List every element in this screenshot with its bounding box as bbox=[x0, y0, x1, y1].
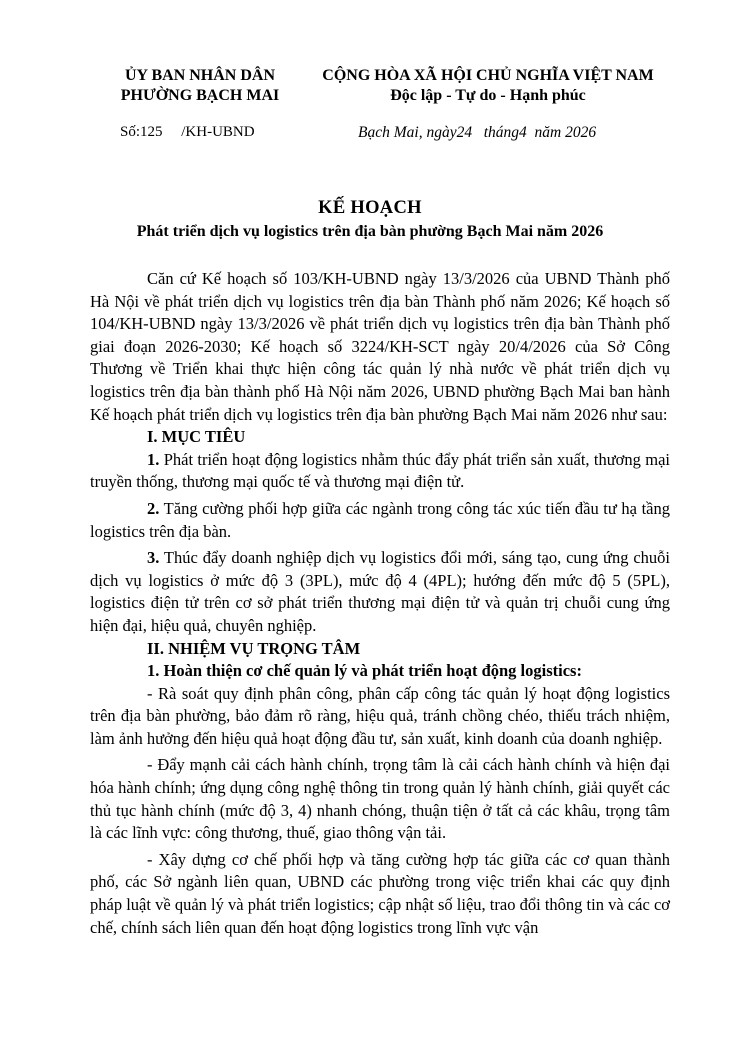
nation-name: CỘNG HÒA XÃ HỘI CHỦ NGHĨA VIỆT NAM bbox=[322, 67, 654, 84]
place-date: Bạch Mai, ngày24 tháng4 năm 2026 bbox=[358, 124, 597, 141]
task-bullet: - Rà soát quy định phân công, phân cấp công tác quản lý hoạt động logistics trên địa bàn phường, bảo đảm rõ ràng, hiệu quả, tránh chồng chéo, thiếu trách nhiệm, làm ảnh hưởng đến hiệu quả hoạt động đầu tư, sản xuất, kinh doanh của doanh nghiệp. bbox=[90, 683, 670, 748]
authority-line-2: PHƯỜNG BẠCH MAI bbox=[120, 87, 280, 104]
objective-text: Phát triển hoạt động logistics nhằm thúc đẩy phát triển sản xuất, thương mại truyền thống, thương mại quốc tế và thương mại điện tử. bbox=[90, 449, 670, 492]
document-subtitle: Phát triển dịch vụ logistics trên địa bàn phường Bạch Mai năm 2026 bbox=[136, 223, 604, 240]
subsection-heading: 1. Hoàn thiện cơ chế quản lý và phát triển hoạt động logistics: bbox=[147, 661, 582, 681]
task-bullet: - Đẩy mạnh cải cách hành chính, trọng tâm là cải cách hành chính và hiện đại hóa hành chính; ứng dụng công nghệ thông tin trong quản lý hành chính, giải quyết các thủ tục hành chính (mức độ 3, 4) nhanh chóng, thuận tiện ở tất cả các khâu, trọng tâm là các lĩnh vực: công thương, thuế, giao thông vận tải. bbox=[90, 755, 670, 843]
objective-number: 3. bbox=[147, 548, 160, 568]
objective-item bbox=[90, 547, 670, 637]
objective-item bbox=[90, 449, 670, 494]
task-bullet: - Xây dựng cơ chế phối hợp và tăng cường hợp tác giữa các cơ quan thành phố, các Sở ngành liên quan, UBND các phường trong việc triển khai các quy định pháp luật về quản lý và phát triển logistics; cập nhật số liệu, trao đổi thông tin và các cơ chế, chính sách liên quan đến hoạt động logistics trong lĩnh vực vận bbox=[90, 849, 670, 937]
objective-item bbox=[90, 498, 670, 543]
motto: Độc lập - Tự do - Hạnh phúc bbox=[390, 87, 586, 104]
preamble-paragraph: Căn cứ Kế hoạch số 103/KH-UBND ngày 13/3/2026 của UBND Thành phố Hà Nội về phát triển dịch vụ logistics trên địa bàn Thành phố năm 2026; Kế hoạch số 104/KH-UBND ngày 13/3/2026 về phát triển dịch vụ logistics trên địa bàn Thành phố giai đoạn 2026-2030; Kế hoạch số 3224/KH-SCT ngày 20/4/2026 của Sở Công Thương về Triển khai thực hiện công tác quản lý nhà nước về phát triển dịch vụ logistics trên địa bàn thành phố Hà Nội năm 2026, UBND phường Bạch Mai ban hành Kế hoạch phát triển dịch vụ logistics trên địa bàn phường Bạch Mai năm 2026 như sau: bbox=[90, 269, 670, 424]
section-heading-objectives: I. MỤC TIÊU bbox=[147, 427, 246, 447]
issuing-authority bbox=[95, 66, 305, 106]
objective-text: Thúc đẩy doanh nghiệp dịch vụ logistics đổi mới, sáng tạo, cung ứng chuỗi dịch vụ logistics ở mức độ 3 (3PL), mức độ 4 (4PL); hướng đến mức độ 5 (5PL), logistics điện tử trên cơ sở phát triển thương mại điện tử và quản trị chuỗi cung ứng hiện đại, hiệu quả, chuyên nghiệp. bbox=[90, 548, 670, 635]
authority-line-1: ỦY BAN NHÂN DÂN bbox=[124, 67, 276, 84]
national-motto bbox=[298, 66, 678, 106]
section-heading-tasks: II. NHIỆM VỤ TRỌNG TÂM bbox=[147, 638, 361, 658]
document-number: Số:125 /KH-UBND bbox=[120, 124, 255, 140]
document-title: KẾ HOẠCH bbox=[318, 198, 422, 218]
objective-text: Tăng cường phối hợp giữa các ngành trong công tác xúc tiến đầu tư hạ tầng logistics trên địa bàn. bbox=[90, 498, 670, 541]
objective-number: 2. bbox=[147, 498, 160, 518]
document-body bbox=[90, 268, 670, 939]
objective-number: 1. bbox=[147, 449, 160, 469]
